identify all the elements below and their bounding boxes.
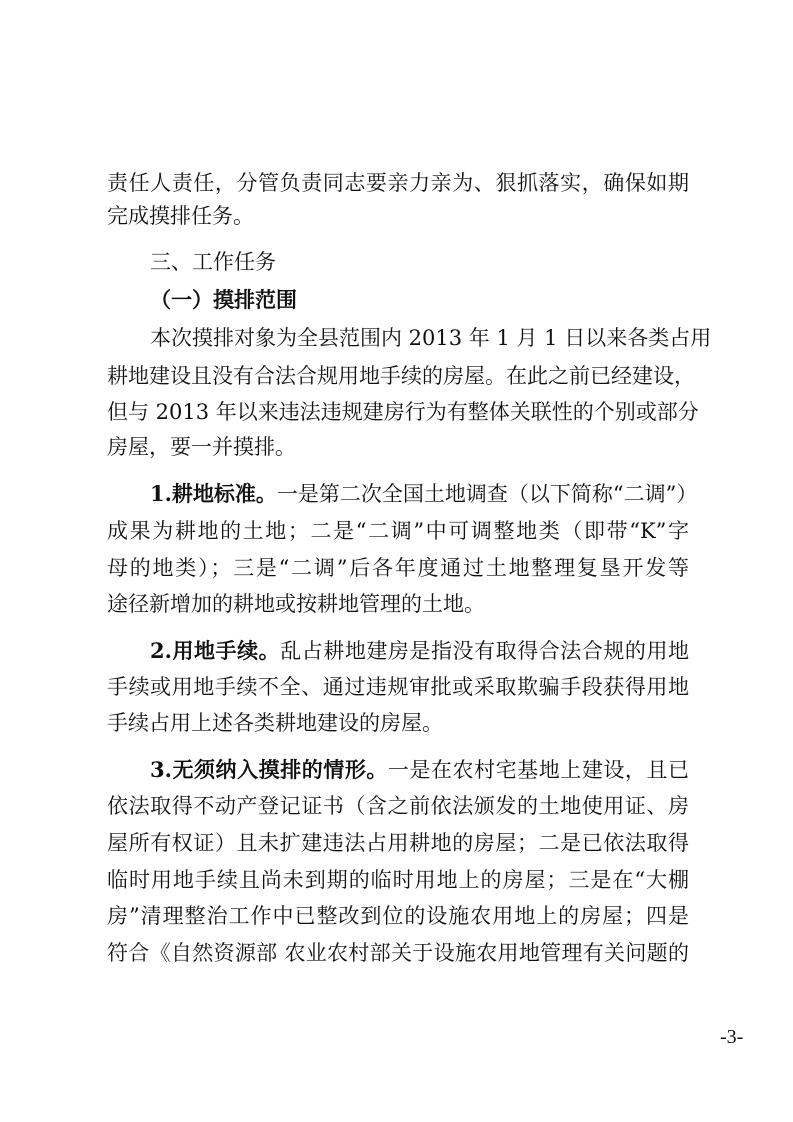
line-text: 母的地类）；三是“二调”后各年度通过土地整理复垦开发等: [107, 556, 689, 580]
page-number: -3-: [720, 1026, 744, 1048]
line-text: 手续占用上述各类耕地建设的房屋。: [107, 711, 443, 735]
text-line: [107, 399, 699, 425]
text-line: [107, 170, 689, 196]
text-line: [107, 793, 689, 819]
text-line: [107, 757, 689, 783]
bold-lead: 3.无须纳入摸排的情形。: [150, 757, 388, 782]
line-text: 耕地建设且没有合法合规用地手续的房屋。在此之前已经建设，: [107, 364, 695, 388]
text-line: [107, 555, 689, 581]
line-text: 依法取得不动产登记证书（含之前依法颁发的土地使用证、房: [107, 794, 689, 818]
bold-lead: 2.用地手续。: [150, 638, 281, 663]
line-text: 途径新增加的耕地或按耕地管理的土地。: [107, 592, 485, 616]
text-line: [107, 203, 689, 229]
line-text: 成果为耕地的土地；二是“二调”中可调整地类（即带“K”字: [107, 519, 689, 543]
text-line: [107, 674, 689, 700]
line-text: 手续或用地手续不全、通过违规审批或采取欺骗手段获得用地: [107, 675, 689, 699]
line-text: 符合《自然资源部 农业农村部关于设施农用地管理有关问题的: [107, 941, 689, 965]
line-text: 房”清理整治工作中已整改到位的设施农用地上的房屋；四是: [107, 904, 689, 928]
text-line: [107, 325, 712, 351]
text-line: [107, 830, 689, 856]
text-line: [107, 710, 689, 736]
bold-lead: 1.耕地标准。: [150, 481, 277, 506]
text-line: [107, 518, 689, 544]
line-text: 房屋，要一并摸排。: [107, 435, 296, 459]
line-text: 一是第二次全国土地调查（以下简称“二调”）: [276, 482, 698, 506]
line-text: 责任人责任，分管负责同志要亲力亲为、狠抓落实，确保如期: [107, 171, 689, 195]
line-text: 乱占耕地建房是指没有取得合法合规的用地: [280, 639, 689, 663]
line-text: 临时用地手续且尚未到期的临时用地上的房屋；三是在“大棚: [107, 868, 689, 892]
text-line: [107, 363, 695, 389]
line-text: 完成摸排任务。: [107, 204, 254, 228]
text-line: [107, 287, 689, 313]
line-text: 但与 2013 年以来违法违规建房行为有整体关联性的个别或部分: [107, 400, 699, 424]
bold-lead: （一）摸排范围: [150, 287, 297, 312]
text-line: [107, 638, 689, 664]
text-line: [107, 903, 689, 929]
text-line: [107, 867, 689, 893]
text-line: [107, 940, 689, 966]
line-text: 三、工作任务: [150, 250, 276, 274]
line-text: 一是在农村宅基地上建设，且已: [387, 758, 689, 782]
text-line: [107, 434, 689, 460]
line-text: 屋所有权证）且未扩建违法占用耕地的房屋；二是已依法取得: [107, 831, 689, 855]
text-line: [107, 481, 698, 507]
text-line: [107, 249, 689, 275]
text-line: [107, 591, 689, 617]
line-text: 本次摸排对象为全县范围内 2013 年 1 月 1 日以来各类占用: [150, 326, 712, 350]
